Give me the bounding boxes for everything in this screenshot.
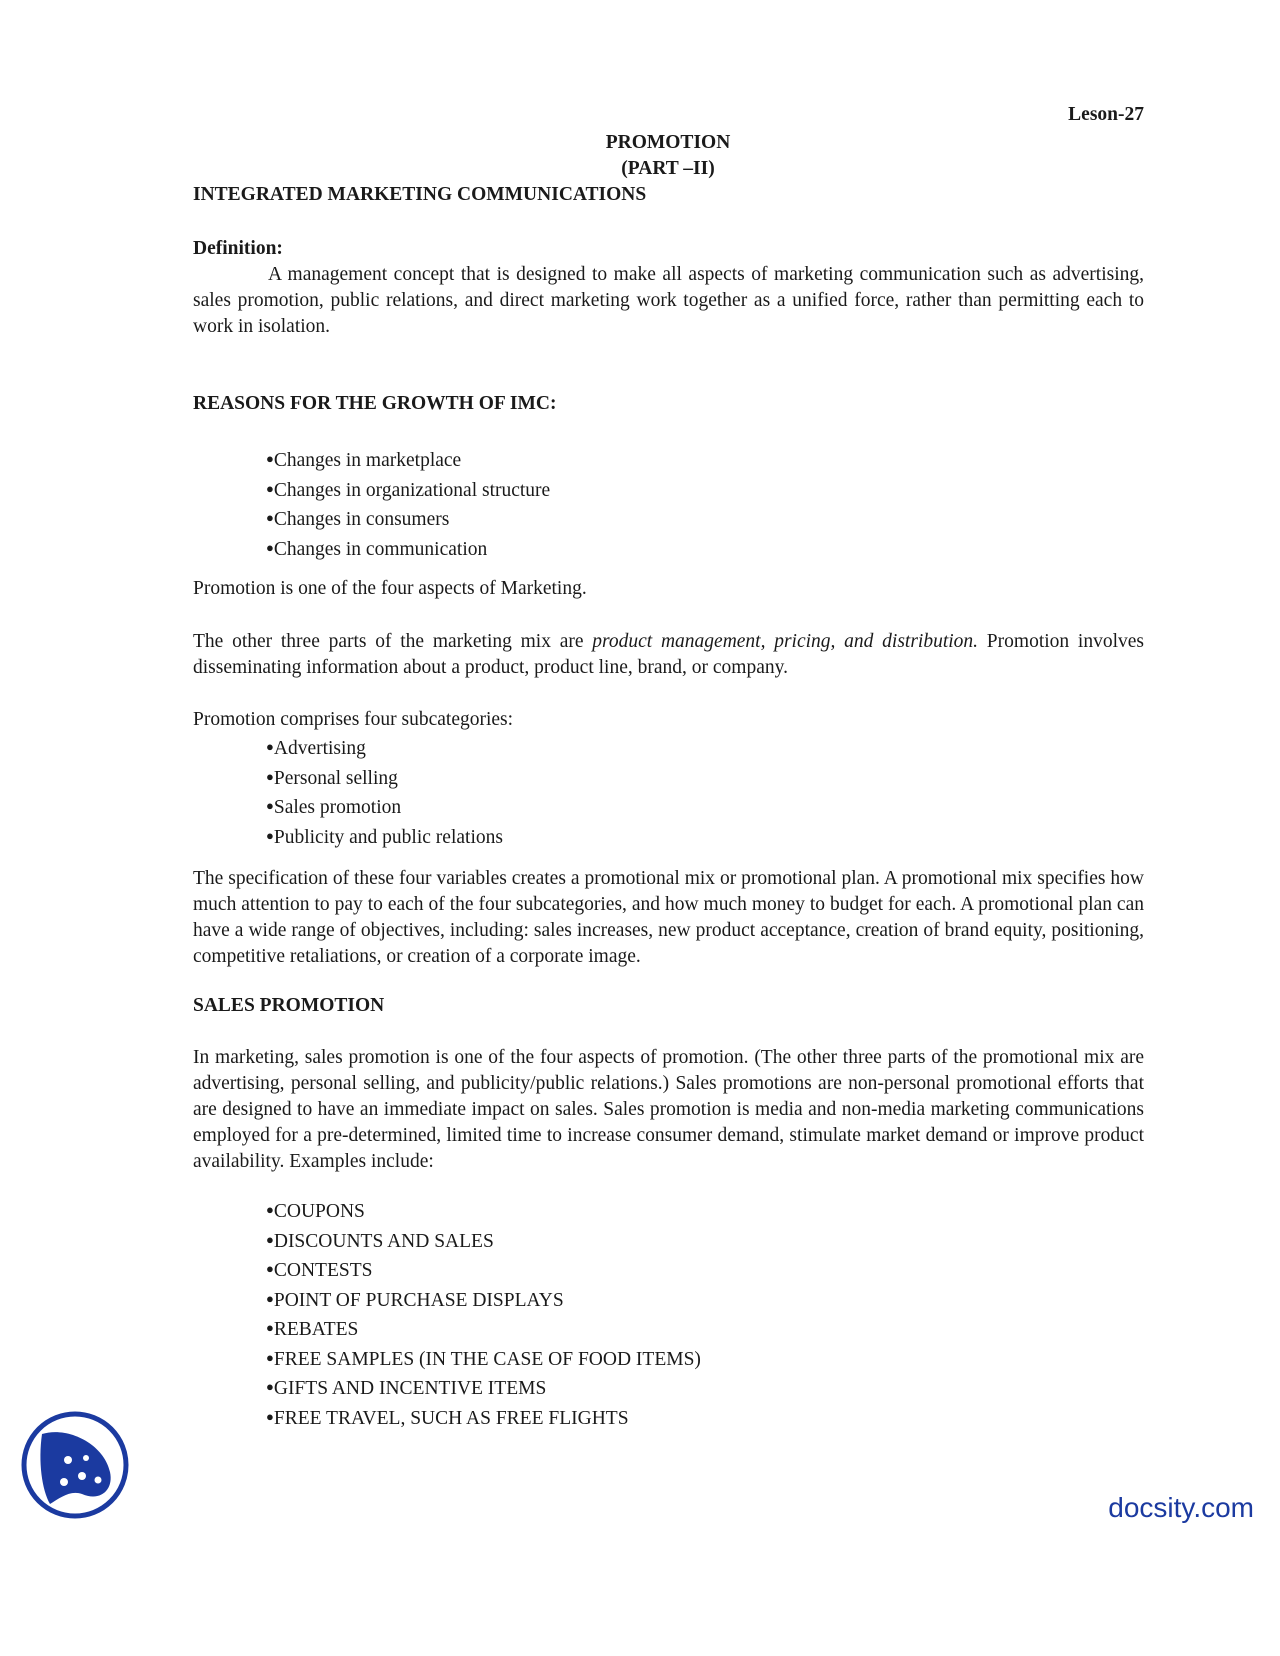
list-item: ●COUPONS	[266, 1201, 365, 1222]
promotion-intro: Promotion is one of the four aspects of Marketing.	[193, 578, 587, 599]
list-item: ●GIFTS AND INCENTIVE ITEMS	[266, 1378, 547, 1399]
list-item: ●FREE TRAVEL, SUCH AS FREE FLIGHTS	[266, 1407, 629, 1429]
list-item: ●FREE SAMPLES (IN THE CASE OF FOOD ITEMS)	[266, 1348, 701, 1370]
definition-label: Definition:	[193, 238, 283, 259]
list-item: ●Personal selling	[266, 767, 398, 789]
list-item: ●POINT OF PURCHASE DISPLAYS	[266, 1289, 564, 1311]
sales-promotion-heading: SALES PROMOTION	[193, 995, 385, 1016]
list-item: ●REBATES	[266, 1319, 359, 1340]
subcategories-list	[266, 733, 503, 851]
page-title: PROMOTION	[605, 132, 731, 153]
subcategories-intro: Promotion comprises four subcategories:	[193, 709, 514, 730]
sales-promotion-paragraph: In marketing, sales promotion is one of the four aspects of promotion. (The other three parts of the promotional mix are advertising, personal selling, and publicity/public relations.) Sales promotions are non-personal promotional efforts that are designed to have an immediate impact on sales. Sales promotion is media and non-media marketing communications employed for a pre-determined, limited time to increase consumer demand, stimulate market demand or improve product availability. Examples include:	[193, 1047, 1144, 1172]
sales-promotion-examples	[266, 1196, 701, 1432]
list-item: ●Changes in marketplace	[266, 450, 462, 471]
docsity-logo-icon	[20, 1410, 130, 1520]
page-subtitle: (PART –II)	[621, 158, 715, 179]
reasons-heading: REASONS FOR THE GROWTH OF IMC:	[193, 393, 557, 414]
list-item: ●Changes in communication	[266, 538, 488, 560]
definition-text: A management concept that is designed to make all aspects of marketing communication such as advertising, sales promotion, public relations, and direct marketing work together as a unified force, rather than permitting each to work in isolation.	[193, 264, 1144, 337]
list-item: ●Advertising	[266, 738, 366, 759]
promotional-mix-paragraph: The specification of these four variables creates a promotional mix or promotional plan. A promotional mix specifies how much attention to pay to each of the four subcategories, and how much money to budget for each. A promotional plan can have a wide range of objectives, including: sales increases, new product acceptance, creation of brand equity, positioning, competitive retaliations, or creation of a corporate image.	[193, 868, 1144, 967]
list-item: ●Publicity and public relations	[266, 826, 503, 848]
lesson-number: Leson-27	[1068, 104, 1144, 125]
imc-heading: INTEGRATED MARKETING COMMUNICATIONS	[193, 184, 647, 205]
marketing-mix-paragraph: The other three parts of the marketing mix are product management, pricing, and distribution. Promotion involves disseminating information about a product, product line, brand, or company.	[193, 631, 1144, 678]
list-item: ●Sales promotion	[266, 797, 402, 818]
list-item: ●Changes in organizational structure	[266, 479, 551, 501]
list-item: ●CONTESTS	[266, 1260, 373, 1281]
reasons-list	[266, 445, 550, 563]
docsity-watermark[interactable]: docsity.com	[1108, 1492, 1254, 1523]
list-item: ●DISCOUNTS AND SALES	[266, 1230, 494, 1252]
list-item: ●Changes in consumers	[266, 509, 450, 530]
